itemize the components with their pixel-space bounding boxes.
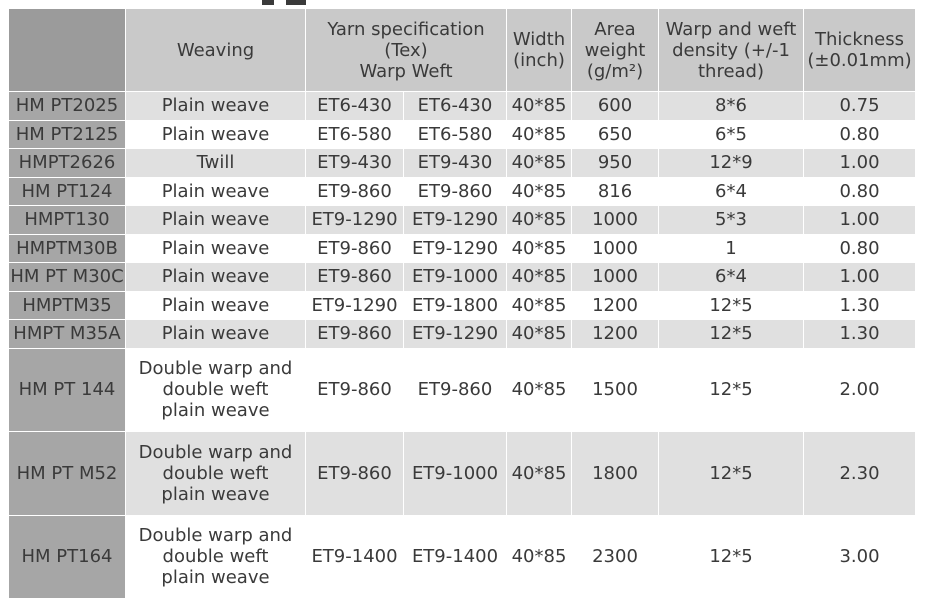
area-cell: 1800 — [572, 432, 659, 516]
density-cell: 6*5 — [659, 120, 804, 149]
weaving-line: plain weave — [161, 567, 270, 589]
header-width-line2: (inch) — [513, 50, 565, 71]
area-cell: 1000 — [572, 234, 659, 263]
thickness-cell: 0.75 — [804, 92, 916, 121]
density-cell: 12*5 — [659, 291, 804, 320]
area-cell: 2300 — [572, 515, 659, 599]
model-cell: HMPT M35A — [9, 320, 126, 349]
model-cell: HM PT M30C — [9, 263, 126, 292]
weaving-line: double weft — [162, 462, 269, 484]
table-row — [9, 263, 916, 292]
header-yarn-line1: Yarn specification — [327, 18, 485, 40]
table-row — [9, 320, 916, 349]
thickness-cell: 2.00 — [804, 348, 916, 432]
model-cell: HM PT M52 — [9, 432, 126, 516]
weaving-cell — [126, 92, 306, 121]
width-cell: 40*85 — [507, 515, 572, 599]
header-thickness-line2: (±0.01mm) — [807, 50, 912, 71]
weaving-line: Plain weave — [161, 209, 270, 231]
model-cell: HMPT130 — [9, 206, 126, 235]
weft-cell: ET9-1290 — [404, 206, 507, 235]
weaving-cell — [126, 263, 306, 292]
density-cell: 6*4 — [659, 263, 804, 292]
model-cell: HMPTM30B — [9, 234, 126, 263]
header-row — [9, 9, 916, 92]
header-density-line1: Warp and weft — [665, 18, 797, 40]
header-density-line2: density (+/-1 — [672, 39, 790, 61]
model-cell: HM PT2025 — [9, 92, 126, 121]
header-area-line2: weight — [584, 39, 646, 61]
area-cell: 1000 — [572, 263, 659, 292]
table-row — [9, 291, 916, 320]
warp-cell: ET9-860 — [306, 320, 404, 349]
warp-cell: ET9-1400 — [306, 515, 404, 599]
density-cell: 12*9 — [659, 149, 804, 178]
header-area-line1: Area — [594, 18, 636, 40]
weft-cell: ET9-860 — [404, 348, 507, 432]
weaving-cell — [126, 348, 306, 432]
weaving-cell — [126, 515, 306, 599]
weft-cell: ET9-1290 — [404, 320, 507, 349]
weaving-line: plain weave — [161, 400, 270, 422]
width-cell: 40*85 — [507, 432, 572, 516]
model-cell: HMPT2626 — [9, 149, 126, 178]
table-row — [9, 92, 916, 121]
weaving-line: Plain weave — [161, 323, 270, 345]
header-thickness — [804, 9, 916, 92]
weaving-line: plain weave — [161, 483, 270, 505]
weaving-line: Plain weave — [161, 95, 270, 117]
weft-cell: ET9-1000 — [404, 432, 507, 516]
area-cell: 1000 — [572, 206, 659, 235]
cropped-glyph — [286, 0, 306, 5]
table-row — [9, 234, 916, 263]
density-cell: 6*4 — [659, 177, 804, 206]
density-cell: 12*5 — [659, 432, 804, 516]
area-cell: 1200 — [572, 291, 659, 320]
weft-cell: ET9-1800 — [404, 291, 507, 320]
top-edge-fragment — [0, 0, 937, 8]
width-cell: 40*85 — [507, 149, 572, 178]
table-row — [9, 515, 916, 599]
area-cell: 1500 — [572, 348, 659, 432]
header-yarn-line3: Warp Weft — [359, 60, 453, 82]
header-yarn-spec — [306, 9, 507, 92]
density-cell: 5*3 — [659, 206, 804, 235]
thickness-cell: 1.30 — [804, 291, 916, 320]
weaving-line: Plain weave — [161, 237, 270, 259]
warp-cell: ET9-860 — [306, 432, 404, 516]
warp-cell: ET9-860 — [306, 234, 404, 263]
header-density-line3: thread) — [697, 60, 765, 82]
thickness-cell: 0.80 — [804, 120, 916, 149]
area-cell: 1200 — [572, 320, 659, 349]
header-area-line3: (g/m²) — [586, 60, 644, 82]
weaving-line: Plain weave — [161, 294, 270, 316]
weft-cell: ET9-1400 — [404, 515, 507, 599]
header-weaving: Weaving — [126, 9, 306, 92]
weaving-cell — [126, 206, 306, 235]
header-model — [9, 9, 126, 92]
thickness-cell: 2.30 — [804, 432, 916, 516]
weft-cell: ET9-1000 — [404, 263, 507, 292]
width-cell: 40*85 — [507, 320, 572, 349]
weft-cell: ET6-580 — [404, 120, 507, 149]
weft-cell: ET6-430 — [404, 92, 507, 121]
table-row — [9, 348, 916, 432]
area-cell: 816 — [572, 177, 659, 206]
model-cell: HM PT124 — [9, 177, 126, 206]
model-cell: HM PT2125 — [9, 120, 126, 149]
weaving-line: double weft — [162, 379, 269, 401]
table-row — [9, 149, 916, 178]
weaving-cell — [126, 149, 306, 178]
warp-cell: ET9-430 — [306, 149, 404, 178]
spec-table — [8, 8, 916, 599]
weaving-cell — [126, 291, 306, 320]
density-cell: 12*5 — [659, 515, 804, 599]
density-cell: 8*6 — [659, 92, 804, 121]
warp-cell: ET9-1290 — [306, 291, 404, 320]
header-width-line1: Width — [512, 29, 566, 50]
density-cell: 1 — [659, 234, 804, 263]
thickness-cell: 1.00 — [804, 149, 916, 178]
area-cell: 950 — [572, 149, 659, 178]
header-thickness-line1: Thickness — [815, 29, 904, 50]
width-cell: 40*85 — [507, 177, 572, 206]
table-row — [9, 120, 916, 149]
weaving-line: double weft — [162, 546, 269, 568]
weft-cell: ET9-1290 — [404, 234, 507, 263]
weaving-cell — [126, 120, 306, 149]
table-row — [9, 177, 916, 206]
weaving-line: Twill — [196, 152, 235, 174]
width-cell: 40*85 — [507, 291, 572, 320]
warp-cell: ET9-1290 — [306, 206, 404, 235]
header-area-weight — [572, 9, 659, 92]
weaving-line: Double warp and — [138, 525, 293, 547]
warp-cell: ET6-580 — [306, 120, 404, 149]
thickness-cell: 1.00 — [804, 263, 916, 292]
thickness-cell: 0.80 — [804, 234, 916, 263]
weft-cell: ET9-430 — [404, 149, 507, 178]
header-width — [507, 9, 572, 92]
area-cell: 600 — [572, 92, 659, 121]
weaving-line: Double warp and — [138, 441, 293, 463]
density-cell: 12*5 — [659, 348, 804, 432]
cropped-glyph — [262, 0, 274, 5]
width-cell: 40*85 — [507, 120, 572, 149]
warp-cell: ET6-430 — [306, 92, 404, 121]
weaving-cell — [126, 177, 306, 206]
warp-cell: ET9-860 — [306, 348, 404, 432]
model-cell: HMPTM35 — [9, 291, 126, 320]
model-cell: HM PT 144 — [9, 348, 126, 432]
warp-cell: ET9-860 — [306, 263, 404, 292]
thickness-cell: 0.80 — [804, 177, 916, 206]
area-cell: 650 — [572, 120, 659, 149]
weaving-line: Plain weave — [161, 180, 270, 202]
warp-cell: ET9-860 — [306, 177, 404, 206]
table-row — [9, 432, 916, 516]
weaving-line: Double warp and — [138, 358, 293, 380]
weft-cell: ET9-860 — [404, 177, 507, 206]
thickness-cell: 1.30 — [804, 320, 916, 349]
width-cell: 40*85 — [507, 92, 572, 121]
width-cell: 40*85 — [507, 348, 572, 432]
table-row — [9, 206, 916, 235]
width-cell: 40*85 — [507, 206, 572, 235]
header-yarn-line2: (Tex) — [384, 39, 428, 61]
density-cell: 12*5 — [659, 320, 804, 349]
model-cell: HM PT164 — [9, 515, 126, 599]
weaving-line: Plain weave — [161, 123, 270, 145]
weaving-line: Plain weave — [161, 266, 270, 288]
header-density — [659, 9, 804, 92]
width-cell: 40*85 — [507, 263, 572, 292]
thickness-cell: 1.00 — [804, 206, 916, 235]
weaving-cell — [126, 320, 306, 349]
weaving-cell — [126, 432, 306, 516]
thickness-cell: 3.00 — [804, 515, 916, 599]
width-cell: 40*85 — [507, 234, 572, 263]
weaving-cell — [126, 234, 306, 263]
